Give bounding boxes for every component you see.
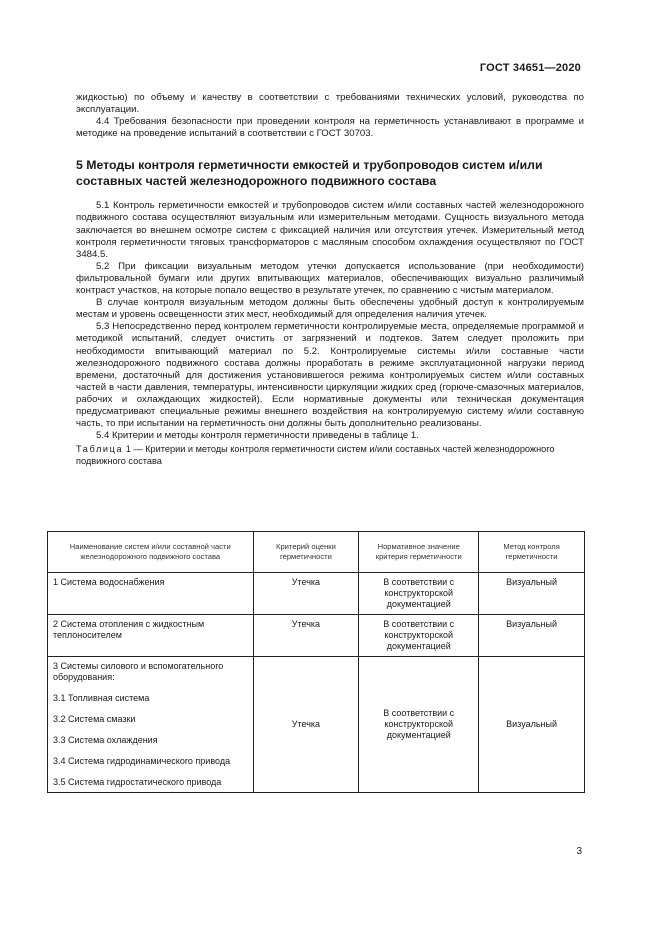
paragraph-5-1: 5.1 Контроль герметичности емкостей и трубопроводов систем и/или составных частей железнодорожного подвижного состава осуществляют визуальным или измерительным методами. Сущность визуального метода заключается во внешнем осмотре систем с фиксацией наличия или отсутствия утечек. Измерительный метод контроля герметичности тяговых трансформаторов с масляным способом охлаждения осуществляют по ГОСТ 3484.5. xyxy=(76,200,584,260)
group-item: 3 Системы силового и вспомогательного оборудования: xyxy=(53,661,224,682)
cell-norm: В соответствии с конструкторской документацией xyxy=(359,657,479,793)
group-item: 3.2 Система смазки xyxy=(53,714,136,724)
cell-system-group xyxy=(48,657,254,793)
cell-method: Визуальный xyxy=(479,573,585,615)
table-row xyxy=(48,573,585,615)
paragraph-4-4: 4.4 Требования безопасности при проведении контроля на герметичность устанавливают в программе и методике на проведение испытаний в соответствии с ГОСТ 30703. xyxy=(76,116,584,140)
paragraph-5-3: 5.3 Непосредственно перед контролем герметичности контролируемые места, определяемые программой и методикой испытаний, следует очистить от загрязнений и подтеков. Затем следует проложить при необходимости впитывающий материал по 5.2. Контролируемые системы и/или составные части железнодорожного подвижного состава должны проработать в режиме эксплуатационной нагрузки период времени, достаточный для достижения установившегося режима контролируемых систем и/или составных частей в части давления, температуры, интенсивности циркуляции жидких сред (горюче-смазочных материалов, рабочих и охлаждающих жидкостей). Если нормативные документы или техническая документация предусматривают специальные режимы внешнего воздействия на контролируемую систему и/или составную часть, то при испытании на герметичность они должны быть дополнительно реализованы. xyxy=(76,321,584,430)
paragraph-continuation: жидкостью) по объему и качеству в соответствии с требованиями технических условий, руководства по эксплуатации. xyxy=(76,92,584,116)
group-item: 3.1 Топливная система xyxy=(53,693,150,703)
header-system-name: Наименование систем и/или составной части железнодорожного подвижного состава xyxy=(48,532,254,573)
cell-norm: В соответствии с конструкторской документацией xyxy=(359,573,479,615)
header-control-method: Метод контроля герметичности xyxy=(479,532,585,573)
cell-criterion: Утечка xyxy=(253,657,359,793)
cell-criterion: Утечка xyxy=(253,615,359,657)
table-caption-text: 1 — Критерии и методы контроля герметичности систем и/или составных частей железнодорожного подвижного состава xyxy=(76,444,555,466)
criteria-table xyxy=(47,531,585,793)
header-criterion: Критерий оценки герметичности xyxy=(253,532,359,573)
table-header-row xyxy=(48,532,585,573)
document-number-header: ГОСТ 34651—2020 xyxy=(479,62,581,74)
table-caption-label: Таблица xyxy=(76,444,124,455)
document-body xyxy=(76,92,584,467)
group-item: 3.5 Система гидростатического привода xyxy=(53,777,222,787)
cell-norm: В соответствии с конструкторской документацией xyxy=(359,615,479,657)
paragraph-5-4: 5.4 Критерии и методы контроля герметичности приведены в таблице 1. xyxy=(96,430,419,442)
group-item: 3.4 Система гидродинамического привода xyxy=(53,756,231,766)
header-norm-value: Нормативное значение критерия герметичности xyxy=(359,532,479,573)
paragraph-5-2-visual-access: В случае контроля визуальным методом должны быть обеспечены удобный доступ к контролируемым местам и уровень освещенности этих мест, необходимый для определения наличия утечек. xyxy=(76,297,584,321)
cell-method: Визуальный xyxy=(479,615,585,657)
group-item: 3.3 Система охлаждения xyxy=(53,735,158,745)
page-number: 3 xyxy=(576,846,582,857)
table-caption xyxy=(76,444,584,467)
cell-system-name: 2 Система отопления с жидкостным теплоносителем xyxy=(48,615,254,657)
cell-method: Визуальный xyxy=(479,657,585,793)
cell-criterion: Утечка xyxy=(253,573,359,615)
paragraph-5-2: 5.2 При фиксации визуальным методом утечки допускается использование (при необходимости) фильтровальной бумаги или других впитывающих материалов, обеспечивающих визуально различимый контраст участков, на которые попало вещество в результате утечек, по сравнению с чистым материалом. xyxy=(76,260,584,297)
cell-system-name: 1 Система водоснабжения xyxy=(48,573,254,615)
table-row xyxy=(48,615,585,657)
section-5-title: 5 Методы контроля герметичности емкостей и трубопроводов систем и/или составных частей железнодорожного подвижного состава xyxy=(76,158,543,189)
table-row-group xyxy=(48,657,585,793)
